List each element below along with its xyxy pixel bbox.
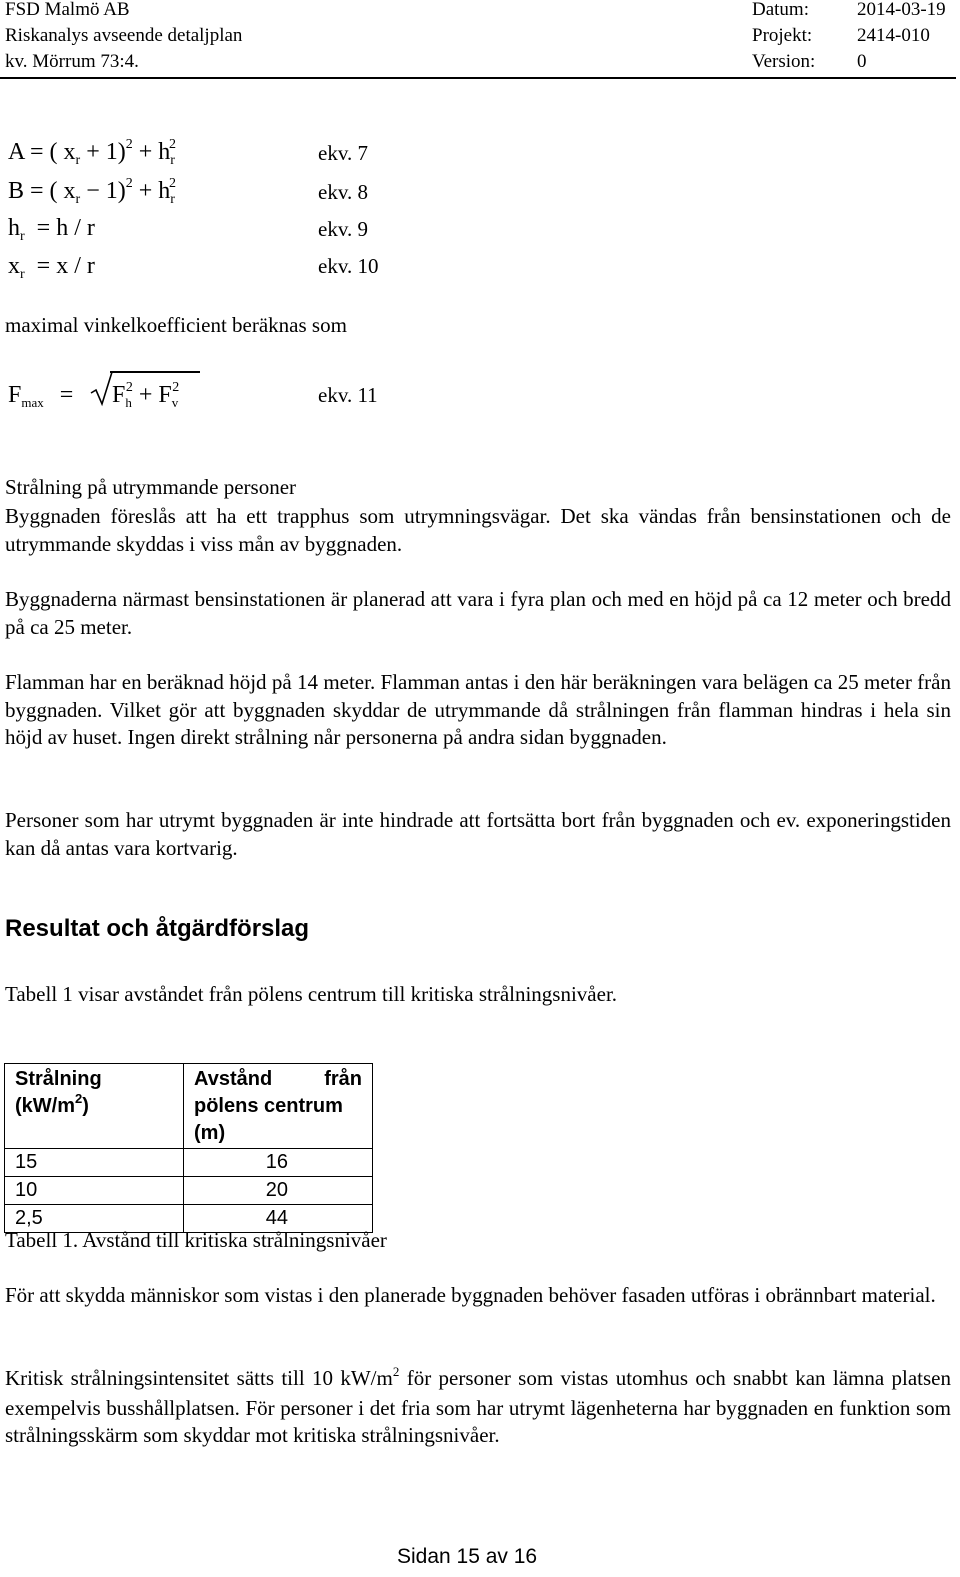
equation-10-ref: ekv. 10 xyxy=(318,254,379,278)
paragraph-4: Personer som har utrymt byggnaden är inte hindrade att fortsätta bort från byggnaden och ev. exponeringstiden kan då antas vara kortvarig. xyxy=(5,808,951,860)
table-row xyxy=(5,1177,373,1205)
version-value: 0 xyxy=(857,51,867,72)
section-heading: Resultat och åtgärdförslag xyxy=(5,915,310,942)
radiation-table xyxy=(4,1063,373,1233)
equation-7-ref: ekv. 7 xyxy=(318,141,368,165)
table-cell-radiation: 10 xyxy=(5,1177,184,1205)
table-caption: Tabell 1. Avstånd till kritiska strålningsnivåer xyxy=(5,1228,387,1252)
property-name: kv. Mörrum 73:4. xyxy=(5,51,139,72)
table-cell-distance: 20 xyxy=(184,1177,373,1205)
paragraph-5: För att skydda människor som vistas i den planerade byggnaden behöver fasaden utföras i obrännbart material. xyxy=(5,1283,936,1307)
equation-8: B = ( $x_r - 1)^2 + h_r^2$ xyxy=(8,176,176,207)
document-title: Riskanalys avseende detaljplan xyxy=(5,25,243,46)
equation-9: $h_r = h / r$ xyxy=(8,215,95,244)
equation-8-ref: ekv. 8 xyxy=(318,180,368,204)
table-header-row xyxy=(5,1064,373,1149)
table-intro-text: Tabell 1 visar avståndet från pölens centrum till kritiska strålningsnivåer. xyxy=(5,982,618,1006)
paragraph-6: Kritisk strålningsintensitet sätts till 10 $kW/m^2$ för personer som vistas utomhus och snabbt kan lämna platsen exempelvis busshållplatsen. För personer i det fria som har utrymt lägenheterna har byggnaden en funktion som strålningsskärm som skyddar mot kritiska strålningsnivåer. xyxy=(5,1364,951,1447)
company-name: FSD Malmö AB xyxy=(5,0,130,20)
table-header-distance: Avstånd från pölens centrum (m) xyxy=(184,1064,373,1149)
table-cell-distance: 16 xyxy=(184,1149,373,1177)
paragraph-3: Flamman har en beräknad höjd på 14 meter. Flamman antas i den här beräkningen vara belägen ca 25 meter från byggnaden. Vilket gör att byggnaden skyddar de utrymmande då strålningen från flamman hindras i hela sin höjd av huset. Ingen direkt strålning når personerna på andra sidan byggnaden. xyxy=(5,670,951,749)
project-label: Projekt: xyxy=(752,25,813,46)
equation-10: $x_r = x / r$ xyxy=(8,253,95,282)
version-label: Version: xyxy=(752,51,816,72)
section-title: Strålning på utrymmande personer xyxy=(5,475,297,499)
equation-11-ref: ekv. 11 xyxy=(318,383,378,407)
intro-text: maximal vinkelkoefficient beräknas som xyxy=(5,313,347,337)
sqrt-icon xyxy=(90,371,114,407)
table-row xyxy=(5,1149,373,1177)
date-label: Datum: xyxy=(752,0,809,20)
page-number: Sidan 15 av 16 xyxy=(397,1545,538,1568)
table-cell-radiation: 2,5 xyxy=(5,1205,184,1233)
paragraph-1: Byggnaden föreslås att ha ett trapphus som utrymningsvägar. Det ska vändas från bensinstationen och de utrymmande skyddas i viss mån av byggnaden. xyxy=(5,504,951,556)
header-rule xyxy=(0,77,956,79)
equation-9-ref: ekv. 9 xyxy=(318,217,368,241)
project-value: 2414-010 xyxy=(857,25,930,46)
paragraph-2: Byggnaderna närmast bensinstationen är planerad att vara i fyra plan och med en höjd på ca 12 meter och bredd på ca 25 meter. xyxy=(5,587,951,639)
equation-11: $F_{max}$ = $F_h^2 + F_v^2$ xyxy=(8,383,73,410)
equation-7: A = ( $x_r + 1)^2 + h_r^2$ xyxy=(8,137,176,168)
date-value: 2014-03-19 xyxy=(857,0,946,20)
table-cell-distance: 44 xyxy=(184,1205,373,1233)
table-cell-radiation: 15 xyxy=(5,1149,184,1177)
table-header-radiation: Strålning $(kW/m^2)$ xyxy=(5,1064,184,1149)
